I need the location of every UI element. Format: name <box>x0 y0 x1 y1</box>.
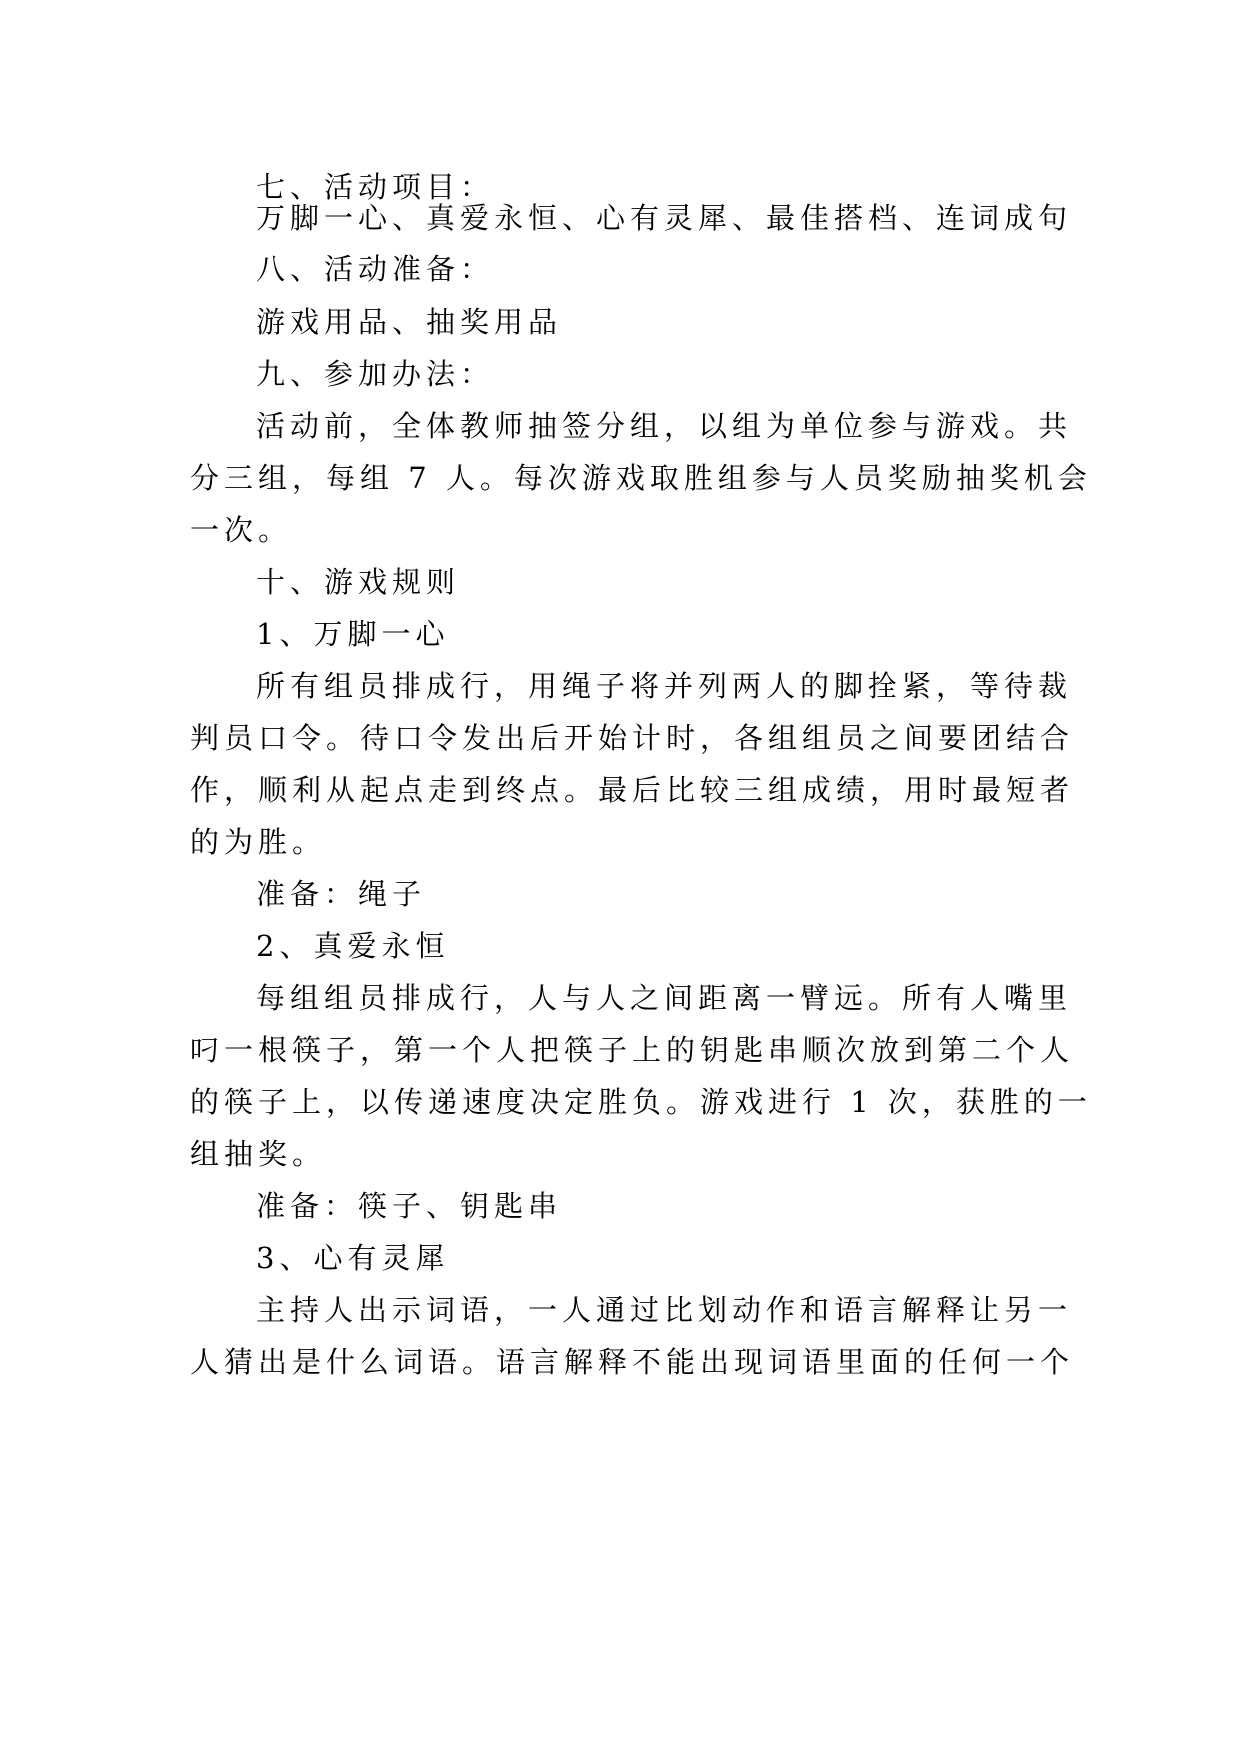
paragraph-line: 判员口令。待口令发出后开始计时，各组组员之间要团结合 <box>190 721 1075 755</box>
paragraph-line: 活动前，全体教师抽签分组，以组为单位参与游戏。共 <box>256 409 1073 443</box>
paragraph-line: 作，顺利从起点走到终点。最后比较三组成绩，用时最短者 <box>190 773 1075 807</box>
paragraph-line: 所有组员排成行，用绳子将并列两人的脚拴紧，等待裁 <box>256 669 1073 703</box>
section-heading-game-rules: 十、游戏规则 <box>256 565 461 599</box>
subheading-game-2: 2、真爱永恒 <box>256 929 450 963</box>
preparation-line: 准备：筷子、钥匙串 <box>256 1189 563 1223</box>
section-heading-activity-preparation: 八、活动准备： <box>256 252 495 286</box>
section-heading-activity-items: 七、活动项目： <box>256 170 495 204</box>
paragraph-line: 组抽奖。 <box>190 1137 327 1171</box>
subheading-game-1: 1、万脚一心 <box>256 617 450 651</box>
paragraph-line: 的为胜。 <box>190 825 327 859</box>
section-heading-participation-method: 九、参加办法： <box>256 357 495 391</box>
paragraph-line: 叼一根筷子，第一个人把筷子上的钥匙串顺次放到第二个人 <box>190 1033 1075 1067</box>
paragraph-line: 人猜出是什么词语。语言解释不能出现词语里面的任何一个 <box>190 1345 1075 1379</box>
paragraph-line: 每组组员排成行，人与人之间距离一臂远。所有人嘴里 <box>256 981 1073 1015</box>
paragraph-line: 的筷子上，以传递速度决定胜负。游戏进行 1 次，获胜的一 <box>190 1085 1092 1119</box>
subheading-game-3: 3、心有灵犀 <box>256 1241 450 1275</box>
paragraph-line: 游戏用品、抽奖用品 <box>256 305 563 339</box>
paragraph-line: 一次。 <box>190 513 293 547</box>
paragraph-line: 主持人出示词语，一人通过比划动作和语言解释让另一 <box>256 1293 1073 1327</box>
paragraph-line: 分三组，每组 7 人。每次游戏取胜组参与人员奖励抽奖机会 <box>190 461 1092 495</box>
paragraph-line: 万脚一心、真爱永恒、心有灵犀、最佳搭档、连词成句 <box>256 201 1073 235</box>
preparation-line: 准备：绳子 <box>256 877 427 911</box>
